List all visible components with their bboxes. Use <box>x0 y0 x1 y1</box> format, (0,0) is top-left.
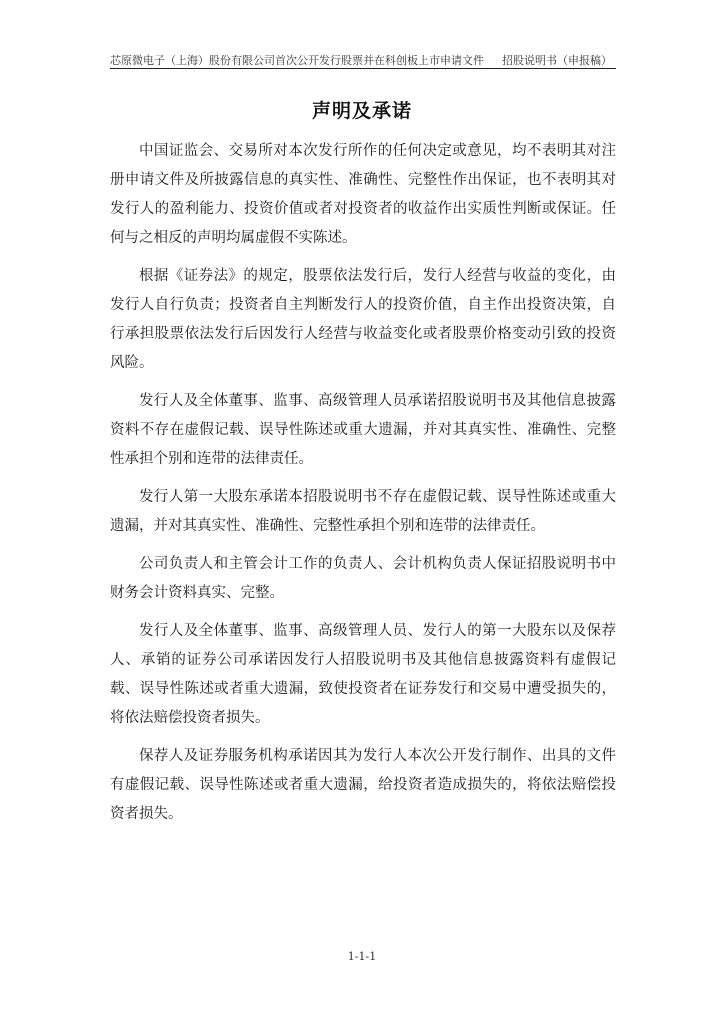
paragraph: 发行人及全体董事、监事、高级管理人员承诺招股说明书及其他信息披露资料不存在虚假记载、误导性陈述或重大遗漏，并对其真实性、准确性、完整性承担个别和连带的法律责任。 <box>110 393 616 467</box>
header-divider <box>110 68 616 69</box>
paragraph: 发行人及全体董事、监事、高级管理人员、发行人的第一大股东以及保荐人、承销的证券公司承诺因发行人招股说明书及其他信息披露资料有虚假记载、误导性陈述或者重大遗漏，致使投资者在证券发行和交易中遭受损失的，将依法赔偿投资者损失。 <box>110 623 616 726</box>
paragraph: 保荐人及证券服务机构承诺因其为发行人本次公开发行制作、出具的文件有虚假记载、误导性陈述或者重大遗漏，给投资者造成损失的，将依法赔偿投资者损失。 <box>110 748 616 822</box>
header-document-type: 招股说明书（申报稿） <box>502 54 612 67</box>
document-body <box>110 137 616 838</box>
running-header <box>110 50 616 68</box>
header-company-title: 芯原微电子（上海）股份有限公司首次公开发行股票并在科创板上市申请文件 <box>110 54 484 67</box>
page-title: 声明及承诺 <box>311 100 412 122</box>
paragraph: 根据《证券法》的规定，股票依法发行后，发行人经营与收益的变化，由发行人自行负责；投资者自主判断发行人的投资价值，自主作出投资决策，自行承担股票依法发行后因发行人经营与收益变化或者股票价格变动引致的投资风险。 <box>110 268 616 371</box>
page-number: 1-1-1 <box>347 950 377 963</box>
paragraph: 公司负责人和主管会计工作的负责人、会计机构负责人保证招股说明书中财务会计资料真实、完整。 <box>110 556 616 601</box>
paragraph: 中国证监会、交易所对本次发行所作的任何决定或意见，均不表明其对注册申请文件及所披露信息的真实性、准确性、完整性作出保证，也不表明其对发行人的盈利能力、投资价值或者对投资者的收益作出实质性判断或保证。任何与之相反的声明均属虚假不实陈述。 <box>110 143 616 246</box>
paragraph: 发行人第一大股东承诺本招股说明书不存在虚假记载、误导性陈述或重大遗漏，并对其真实性、准确性、完整性承担个别和连带的法律责任。 <box>110 489 616 534</box>
